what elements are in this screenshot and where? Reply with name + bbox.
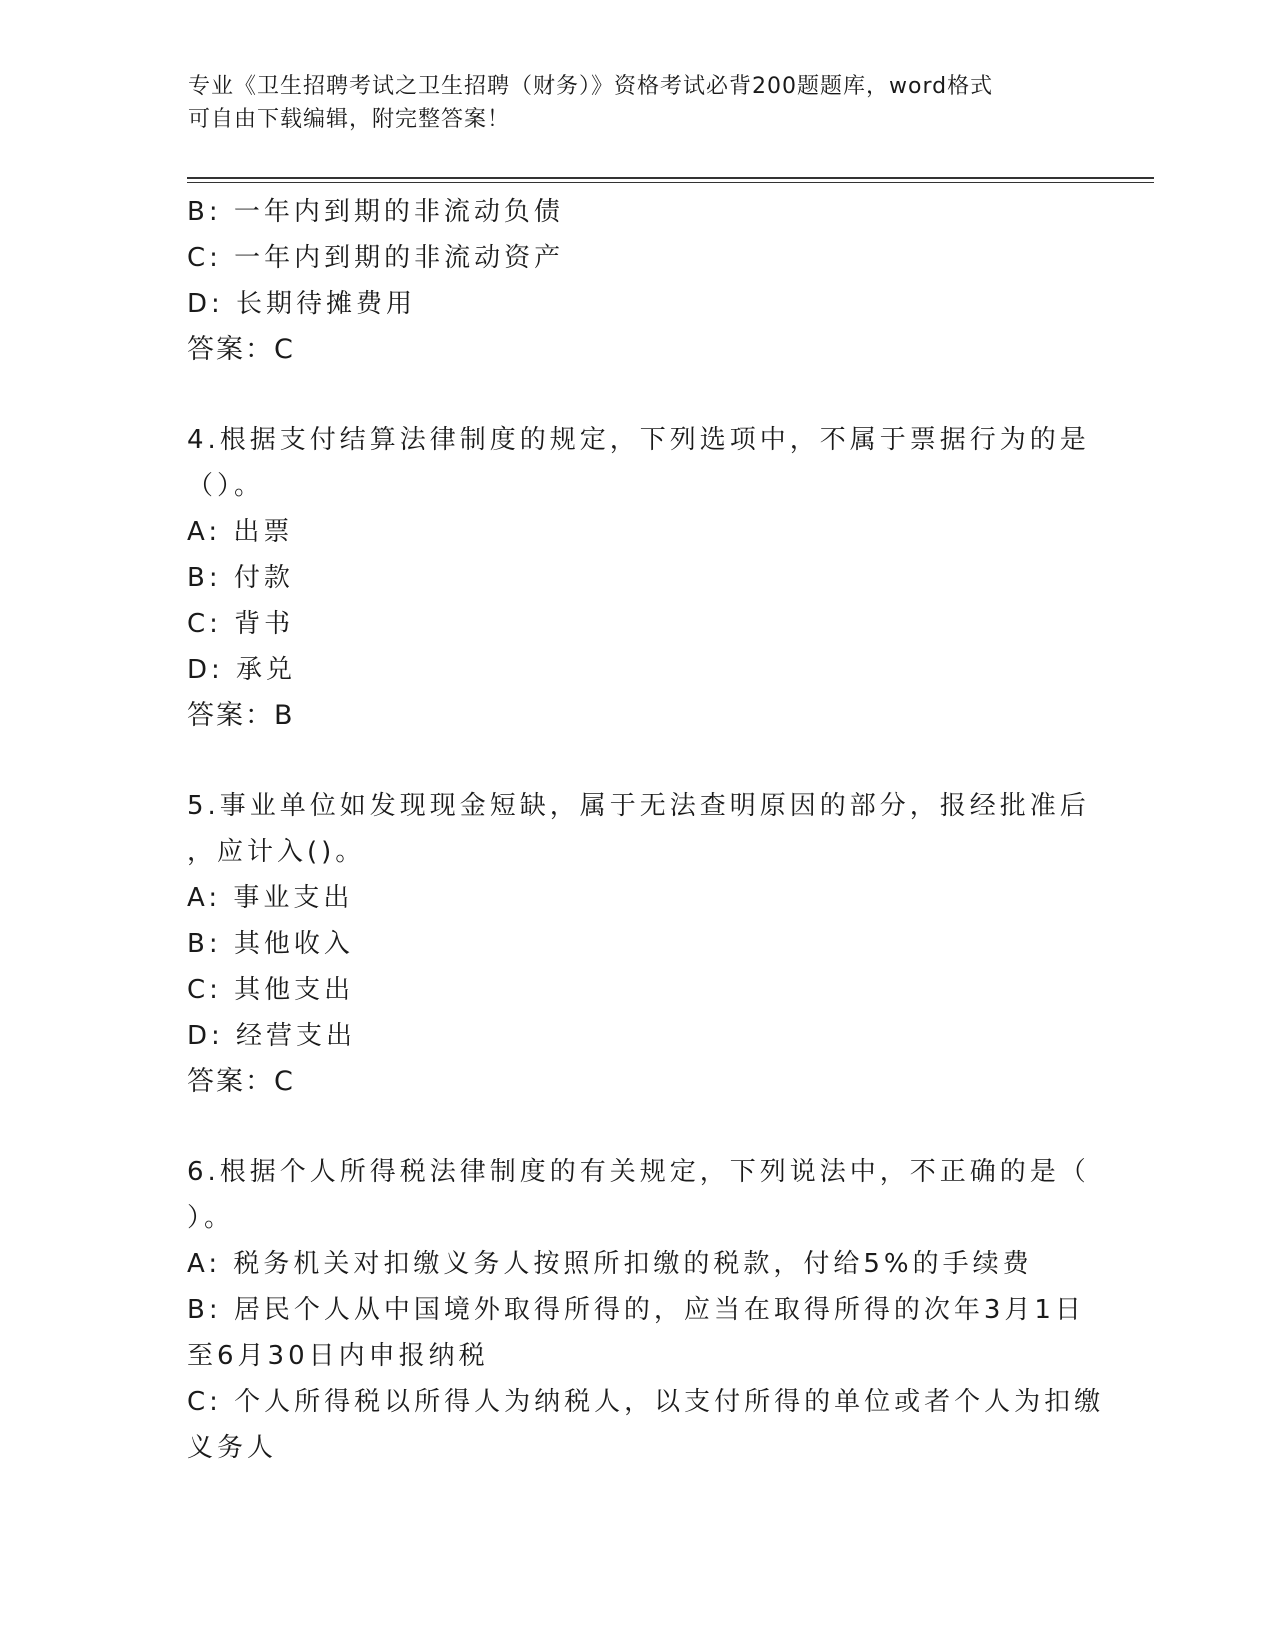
question-5	[187, 783, 1090, 1105]
option-a: A: 税务机关对扣缴义务人按照所扣缴的税款，付给5%的手续费	[187, 1249, 1033, 1279]
option-b-continued: 至6月30日内申报纳税	[187, 1341, 489, 1371]
option-c: C: 其他支出	[187, 975, 355, 1005]
question-stem: 6.根据个人所得税法律制度的有关规定，下列说法中，不正确的是（	[187, 1157, 1090, 1187]
header-divider-thick	[187, 177, 1154, 179]
option-d: D: 经营支出	[187, 1021, 357, 1051]
option-a: A: 事业支出	[187, 883, 354, 913]
option-c-continued: 义务人	[187, 1433, 278, 1463]
option-b: B: 一年内到期的非流动负债	[187, 197, 564, 227]
question-4	[187, 417, 1090, 739]
question-6	[187, 1149, 1105, 1471]
option-b: B: 付款	[187, 563, 294, 593]
option-c: C: 一年内到期的非流动资产	[187, 243, 565, 273]
question-stem: 5.事业单位如发现现金短缺，属于无法查明原因的部分，报经批准后	[187, 791, 1090, 821]
option-a: A: 出票	[187, 517, 294, 547]
question-stem-continued: ）。	[187, 1203, 235, 1233]
question-spacer	[187, 1105, 1087, 1149]
question-stem-continued: （）。	[187, 471, 265, 501]
option-b: B: 其他收入	[187, 929, 354, 959]
header-title-line-2: 可自由下载编辑，附完整答案！	[188, 107, 511, 132]
question-list	[187, 189, 1105, 1471]
question-spacer	[187, 739, 1087, 783]
answer-text: 答案：C	[187, 1066, 295, 1097]
option-d: D: 长期待摊费用	[187, 289, 417, 319]
option-b: B: 居民个人从中国境外取得所得的，应当在取得所得的次年3月1日	[187, 1295, 1085, 1325]
answer-text: 答案：B	[187, 700, 295, 731]
question-spacer	[187, 373, 1087, 417]
document-header	[188, 70, 1088, 136]
header-divider-thin	[187, 182, 1154, 183]
question-stem-continued: ，应计入()。	[187, 837, 366, 867]
header-title-line-1: 专业《卫生招聘考试之卫生招聘（财务）》资格考试必背200题题库，word格式	[188, 74, 994, 99]
option-c: C: 背书	[187, 609, 295, 639]
question-stem: 4.根据支付结算法律制度的规定，下列选项中，不属于票据行为的是	[187, 425, 1090, 455]
option-c: C: 个人所得税以所得人为纳税人，以支付所得的单位或者个人为扣缴	[187, 1387, 1105, 1417]
question-3	[187, 189, 1087, 373]
option-d: D: 承兑	[187, 655, 297, 685]
answer-text: 答案：C	[187, 334, 295, 365]
